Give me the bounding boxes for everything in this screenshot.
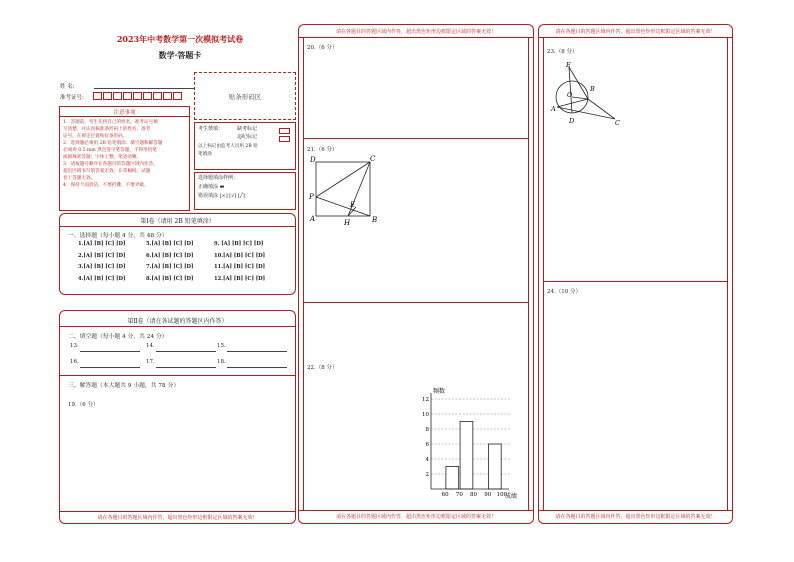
label-c23: C (615, 119, 620, 127)
mc-question[interactable]: 8.[A] [B] [C] [D] (146, 275, 194, 282)
x-tick-label: 80 (470, 492, 478, 498)
notice-line: 1．答题前，考生先将自己的姓名，准考证号填 (63, 120, 158, 125)
mc-question[interactable]: 7.[A] [B] [C] [D] (146, 264, 194, 270)
exam-no-digit-box[interactable] (93, 92, 102, 100)
histogram-bar (488, 444, 501, 489)
x-axis-label: 成绩 (505, 493, 518, 499)
mc-section-title: 一、选择题（每小题 4 分，共 48 分） (68, 233, 168, 239)
x-tick-label: 70 (455, 492, 463, 498)
warning-left: 请在各题目的答题区域内作答，超出黑色矩形边框限定区域的答案无效！ (97, 515, 258, 521)
mc-question[interactable]: 6.[A] [B] [C] [D] (146, 252, 194, 259)
q22-label: 22.（8 分） (307, 365, 338, 371)
notice-line: 4．保持卡面清洁，不要折叠、不要弄破。 (63, 183, 149, 188)
y-tick-label: 4 (425, 457, 429, 463)
label-p: P (309, 193, 314, 201)
mc-question[interactable]: 9. [A] [B] [C] [D] (214, 241, 264, 247)
mc-question[interactable]: 10.[A] [B] [C] [D] (214, 252, 266, 259)
q23-figure (549, 61, 624, 127)
x-tick-label: 100 (496, 492, 508, 498)
square-abcd (316, 162, 370, 216)
name-field[interactable] (94, 88, 194, 89)
label-d23: D (569, 117, 575, 125)
exam-no-digit-box[interactable] (133, 92, 142, 100)
mc-question[interactable]: 4.[A] [B] [C] [D] (78, 275, 126, 282)
notice-line: 写清楚，并认真核准条形码上的姓名、准考 (63, 127, 151, 132)
label-d: D (310, 156, 316, 164)
notice-box (59, 106, 190, 211)
segment-pc (316, 162, 370, 197)
barcode-area (194, 72, 296, 120)
q19-answer-area[interactable] (64, 409, 291, 509)
warning-middle-top: 请在各题目的答题区域内作答，超出黑色矩形边框限定区域的答案无效！ (335, 29, 496, 35)
notice-line: 或圆珠笔答题；字体工整、笔迹清晰。 (63, 155, 142, 160)
q21-figure (304, 153, 384, 229)
right-panel (538, 24, 733, 524)
exam-no-digit-box[interactable] (163, 92, 172, 100)
barcode-label: 贴条形码区 (228, 93, 262, 101)
blank-18-label: 18. (217, 359, 226, 365)
label-b23: B (590, 85, 595, 93)
blank-13[interactable] (80, 351, 140, 352)
blank-16-label: 16. (70, 359, 79, 365)
segment-ab (557, 99, 588, 107)
blank-14[interactable] (156, 351, 216, 352)
exam-no-digit-box[interactable] (113, 92, 122, 100)
y-tick-label: 6 (425, 442, 429, 448)
blank-16[interactable] (80, 367, 140, 368)
label-h: H (344, 219, 351, 227)
notice-line: 证号，在规定位置贴好条形码。 (63, 134, 128, 139)
mc-question[interactable]: 1.[A] [B] [C] [D] (78, 241, 126, 247)
label-a: A (310, 215, 316, 223)
exam-title: 2023年中考数学第一次模拟考试卷 (116, 34, 244, 44)
q21-label: 21.（6 分） (307, 147, 338, 153)
label-e: E (350, 201, 356, 209)
label-b: B (372, 216, 378, 224)
exam-no-digit-box[interactable] (173, 92, 182, 100)
blank-13-label: 13. (70, 343, 79, 349)
flags-note: 以上标记由监考人员用 2B 铅 (198, 144, 258, 149)
answer-section-title: 三、解答题（本大题共 9 小题，共 78 分） (68, 383, 180, 389)
exam-no-digit-box[interactable] (153, 92, 162, 100)
exam-no-digit-box[interactable] (103, 92, 112, 100)
fill-correct: 正确填涂 ▬ (198, 184, 225, 190)
violation-mark-label: 违纪标记 (237, 134, 258, 140)
q24-answer-area[interactable] (544, 297, 727, 509)
blank-18[interactable] (227, 367, 287, 368)
warning-middle-bottom: 请在各题目的答题区域内作答，超出黑色矩形边框限定区域的答案无效！ (335, 514, 496, 520)
absent-mark-label: 缺考标记 (237, 126, 258, 132)
mc-question[interactable]: 2.[A] [B] [C] [D] (78, 252, 126, 259)
middle-panel (298, 24, 534, 524)
q23-label: 23.（8 分） (547, 49, 578, 55)
notice-line: 3．请按题号顺序在各题目的答题区域内作答， (63, 162, 158, 167)
notice-line: 2．选择题必须用 2B 铅笔填涂；填空题和解答题 (63, 141, 163, 146)
label-o23: O (567, 91, 573, 99)
q22-histogram (409, 385, 529, 499)
segment-ed (569, 67, 572, 113)
mc-question[interactable]: 11.[A] [B] [C] [D] (214, 264, 266, 270)
blank-15-label: 15. (217, 343, 226, 349)
notice-title: 注意事项 (113, 110, 136, 116)
label-c: C (370, 155, 376, 163)
y-tick-label: 12 (422, 397, 429, 403)
warning-right-bottom: 请在各题目的答题区域内作答，超出黑色矩形边框限定区域的答案无效！ (555, 514, 716, 520)
flags-note-2: 笔填涂 (198, 152, 212, 157)
segment-ob (572, 97, 588, 99)
y-tick-label: 2 (425, 472, 429, 478)
segment-pb (316, 197, 370, 216)
exam-no-digit-box[interactable] (143, 92, 152, 100)
notice-line: 必须用 0.5 mm 黑色签字笔答题，不得用铅笔 (63, 148, 157, 153)
x-tick-label: 90 (484, 492, 492, 498)
notice-line: 卷上答题无效。 (63, 176, 96, 181)
notice-line: 超出区域书写的答案无效；在草稿纸、试题 (63, 169, 151, 174)
fill-wrong: 错误填涂 [×] [√] [╱] (198, 193, 245, 199)
q19-label: 19.（6 分） (68, 402, 99, 408)
exam-no-digit-box[interactable] (123, 92, 132, 100)
blank-15[interactable] (227, 351, 287, 352)
exam-no-label: 准考证号: (60, 95, 84, 101)
histogram-bar (460, 422, 473, 490)
q24-label: 24.（10 分） (547, 289, 581, 295)
mc-question[interactable]: 3.[A] [B] [C] [D] (78, 264, 126, 270)
fill-example-title: 选择题填涂样例： (198, 175, 239, 181)
absent-mark-box[interactable] (279, 128, 290, 134)
fill-example-box (194, 172, 296, 210)
y-tick-label: 10 (422, 412, 429, 418)
card-subtitle: 数学·答题卡 (158, 50, 202, 60)
fill-section-title: 二、填空题（每小题 4 分，共 24 分） (68, 334, 168, 340)
mc-question[interactable]: 12.[A] [B] [C] [D] (214, 275, 266, 282)
mc-question[interactable]: 5.[A] [B] [C] [D] (146, 241, 194, 247)
blank-14-label: 14. (146, 343, 155, 349)
warning-right-top: 请在各题目的答题区域内作答，超出黑色矩形边框限定区域的答案无效！ (555, 29, 716, 35)
part1-box (59, 213, 296, 295)
flags-label: 考生禁填： (198, 126, 224, 132)
label-e23: E (566, 61, 571, 69)
notice-lines (63, 119, 162, 189)
exam-flags-box (194, 122, 296, 170)
part1-title: 第Ⅰ卷（请用 2B 铅笔填涂） (140, 218, 215, 225)
violation-mark-box[interactable] (279, 136, 290, 142)
histogram-bar (446, 467, 459, 490)
name-label: 姓 名: (60, 84, 75, 90)
blank-17[interactable] (156, 367, 216, 368)
y-tick-label: 8 (425, 427, 429, 433)
part2-box (59, 310, 296, 524)
q20-answer-area[interactable] (304, 51, 530, 137)
blank-17-label: 17. (146, 359, 155, 365)
label-a23: A (551, 105, 556, 113)
q20-label: 20.（6 分） (307, 45, 338, 51)
part2-title: 第Ⅱ卷（请在各试题的答题区内作答） (127, 318, 228, 325)
x-tick-label: 60 (441, 492, 449, 498)
y-axis-label: 频数 (433, 388, 446, 395)
